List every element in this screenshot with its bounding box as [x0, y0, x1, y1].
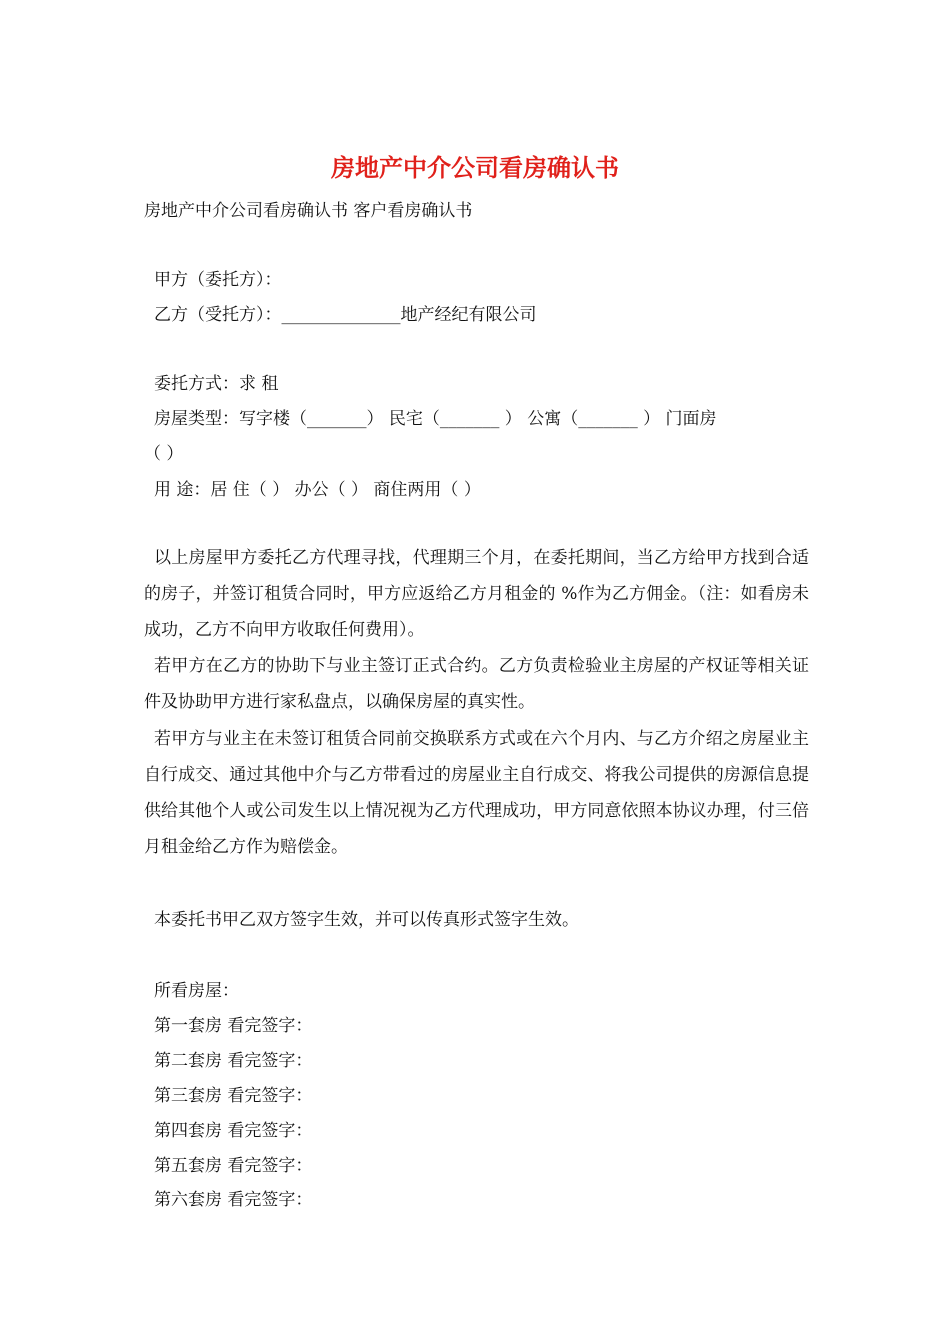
verification-paragraph: 若甲方在乙方的协助下与业主签订正式合约。乙方负责检验业主房屋的产权证等相关证件及协助甲方进行家私盘点，以确保房屋的真实性。	[144, 656, 809, 712]
house-sign-line: 第六套房 看完签字：	[154, 1190, 313, 1210]
house-type-continued: （ ）	[144, 444, 184, 464]
house-sign-line: 第五套房 看完签字：	[154, 1156, 313, 1176]
document-subtitle: 房地产中介公司看房确认书 客户看房确认书	[144, 201, 473, 221]
party-a-label: 甲方（委托方）：	[154, 270, 282, 290]
compensation-paragraph: 若甲方与业主在未签订租赁合同前交换联系方式或在六个月内、与乙方介绍之房屋业主自行成交、通过其他中介与乙方带看过的房屋业主自行成交、将我公司提供的房源信息提供给其他个人或公司发生以上情况视为乙方代理成功，甲方同意依照本协议办理，付三倍月租金给乙方作为赔偿金。	[144, 729, 809, 857]
effective-clause: 本委托书甲乙双方签字生效，并可以传真形式签字生效。	[154, 910, 579, 930]
entrust-method: 委托方式：求 租	[154, 374, 279, 394]
document-title: 房地产中介公司看房确认书	[331, 153, 619, 182]
party-b-label: 乙方（受托方）：______________地产经纪有限公司	[154, 305, 537, 325]
usage: 用 途：居 住（ ） 办公（ ） 商住两用（ ）	[154, 480, 481, 500]
house-sign-line: 第一套房 看完签字：	[154, 1016, 313, 1036]
house-type: 房屋类型：写字楼（_______） 民宅（_______ ） 公寓（_______ ） 门面房	[154, 409, 717, 429]
house-sign-line: 第三套房 看完签字：	[154, 1086, 313, 1106]
house-sign-line: 第四套房 看完签字：	[154, 1121, 313, 1141]
house-sign-line: 第二套房 看完签字：	[154, 1051, 313, 1071]
houses-label: 所看房屋：	[154, 981, 239, 1001]
commission-paragraph: 以上房屋甲方委托乙方代理寻找，代理期三个月，在委托期间，当乙方给甲方找到合适的房子，并签订租赁合同时，甲方应返给乙方月租金的 %作为乙方佣金。（注：如看房未成功，乙方不向甲方收取任何费用）。	[144, 548, 809, 640]
